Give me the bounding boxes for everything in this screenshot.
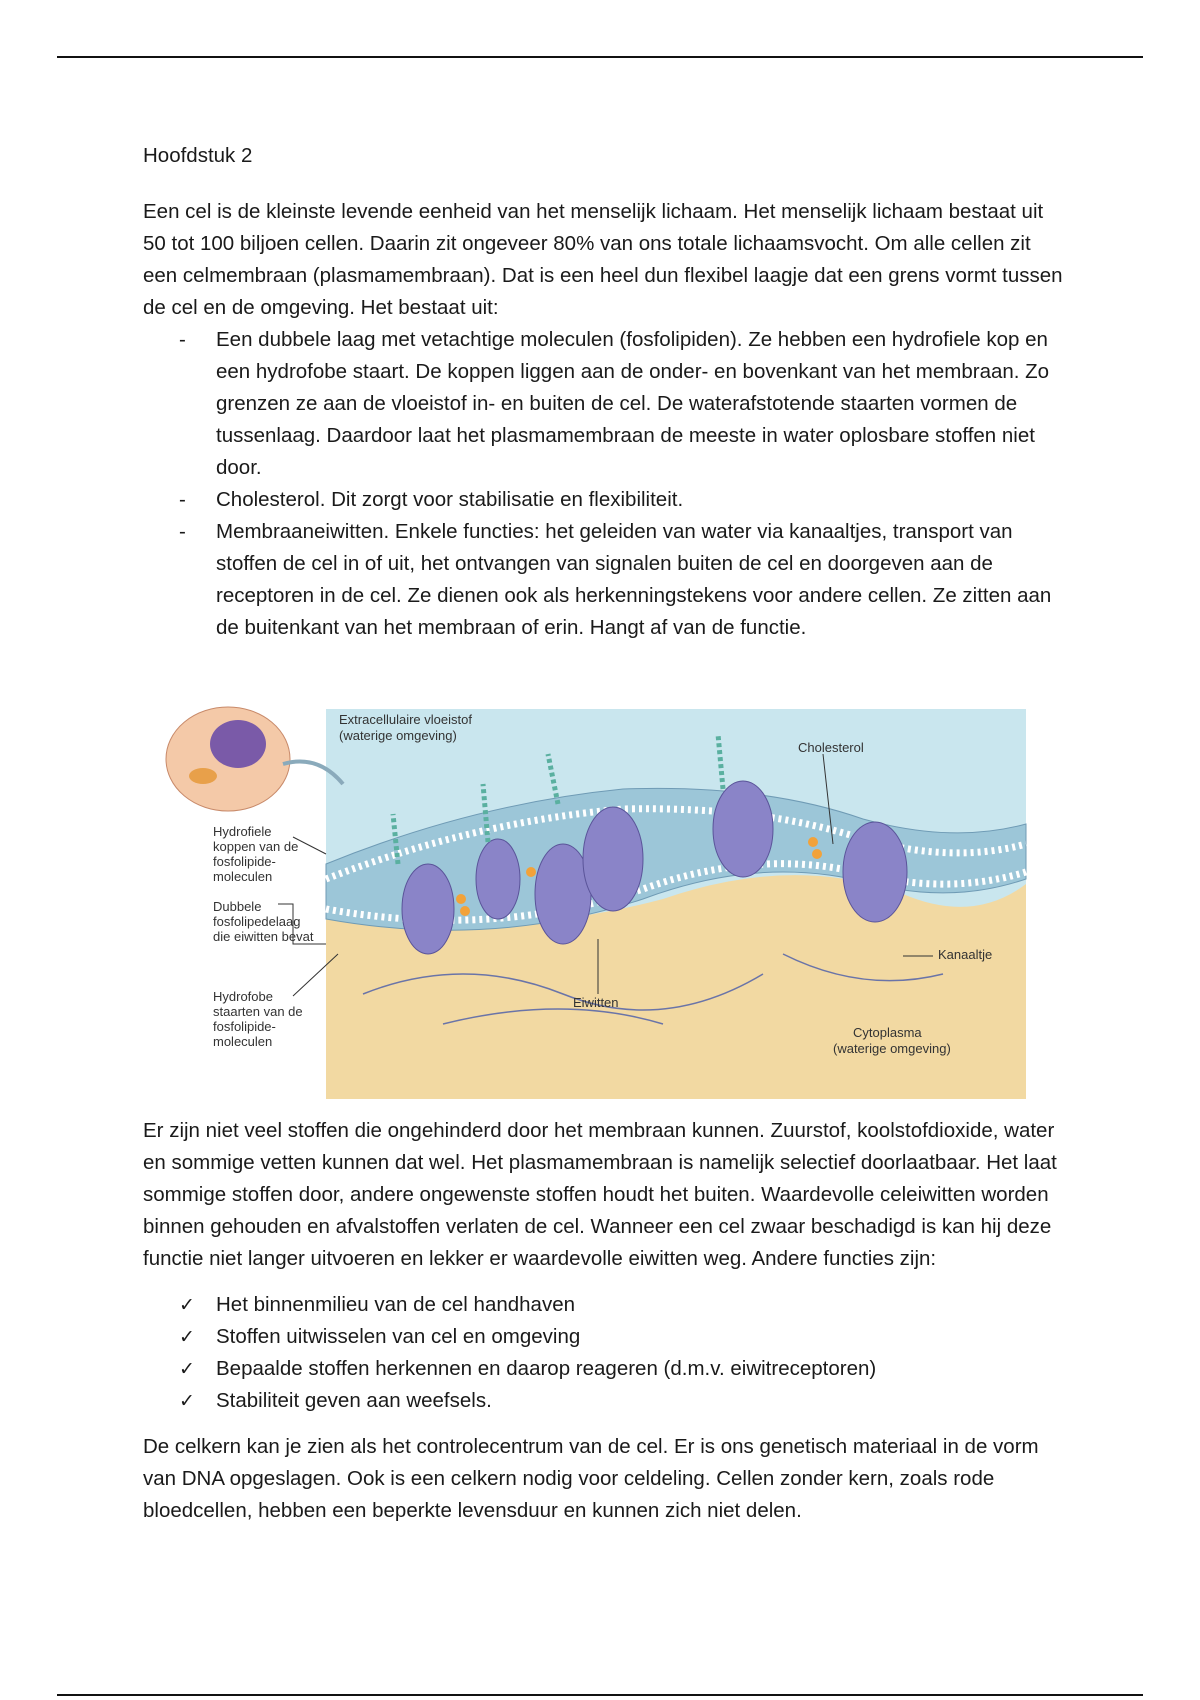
check-icon: ✓	[179, 1390, 195, 1412]
list-item-text: Membraaneiwitten. Enkele functies: het geleiden van water via kanaaltjes, transport van stoffen de cel in of uit, het ontvangen van signalen buiten de cel en doorgeven aan de receptoren in de cel. Ze dienen ook als herkenningstekens voor andere cellen. Ze zitten aan de buitenkant van het membraan of erin. Hangt af van de functie.	[216, 520, 1052, 639]
channel-protein	[843, 822, 907, 922]
check-icon: ✓	[179, 1358, 195, 1380]
dash-marker: -	[179, 488, 186, 511]
label-cytoplasm: Cytoplasma	[853, 1025, 922, 1040]
list-item-text: Stabiliteit geven aan weefsels.	[216, 1389, 492, 1412]
list-item-text: Cholesterol. Dit zorgt voor stabilisatie en flexibiliteit.	[216, 488, 684, 511]
list-item	[143, 1321, 1063, 1353]
cholesterol-molecule	[460, 906, 470, 916]
nucleus-inset	[210, 720, 266, 768]
list-item	[143, 1289, 1063, 1321]
cholesterol-molecule	[526, 867, 536, 877]
list-item-text: Stoffen uitwisselen van cel en omgeving	[216, 1325, 581, 1348]
dash-marker: -	[179, 328, 186, 351]
footer-rule	[57, 1694, 1143, 1696]
list-item	[143, 484, 1063, 516]
list-item	[143, 1385, 1063, 1417]
label-hydrophilic-heads: Hydrofiele koppen van de fosfolipide-moleculen	[213, 824, 299, 884]
membrane-protein	[476, 839, 520, 919]
list-item-text: Bepaalde stoffen herkennen en daarop reageren (d.m.v. eiwitreceptoren)	[216, 1357, 877, 1380]
functions-list	[143, 1289, 1063, 1417]
check-icon: ✓	[179, 1294, 195, 1316]
label-bilayer: Dubbele fosfolipedelaag die eiwitten bevat	[213, 899, 314, 944]
cell-membrane-figure	[143, 694, 1063, 1099]
label-extracellular-sub: (waterige omgeving)	[339, 728, 457, 743]
dash-marker: -	[179, 520, 186, 543]
label-channel: Kanaaltje	[938, 947, 993, 962]
membrane-components-list	[143, 324, 1063, 644]
header-rule	[57, 56, 1143, 58]
label-proteins: Eiwitten	[573, 995, 619, 1010]
chapter-heading: Hoofdstuk 2	[143, 144, 253, 167]
cholesterol-molecule	[812, 849, 822, 859]
membrane-protein	[713, 781, 773, 877]
intro-paragraph: Een cel is de kleinste levende eenheid van het menselijk lichaam. Het menselijk lichaam bestaat uit 50 tot 100 biljoen cellen. Daarin zit ongeveer 80% van ons totale lichaamsvocht. Om alle cellen zit een celmembraan (plasmamembraan). Dat is een heel dun flexibel laagje dat een grens vormt tussen de cel en de omgeving. Het bestaat uit:	[143, 200, 1063, 319]
organelle-inset	[189, 768, 217, 784]
list-item	[143, 1353, 1063, 1385]
label-cholesterol: Cholesterol	[798, 740, 864, 755]
cholesterol-molecule	[808, 837, 818, 847]
label-extracellular: Extracellulaire vloeistof	[339, 712, 472, 727]
list-item	[143, 324, 1063, 484]
list-item-text: Een dubbele laag met vetachtige moleculen (fosfolipiden). Ze hebben een hydrofiele kop en een hydrofobe staart. De koppen liggen aan de onder- en bovenkant van het membraan. Zo grenzen ze aan de vloeistof in- en buiten de cel. De waterafstotende staarten vormen de tussenlaag. Daardoor laat het plasmamembraan de meeste in water oplosbare stoffen niet door.	[216, 328, 1050, 479]
check-icon: ✓	[179, 1326, 195, 1348]
document-page	[143, 140, 1063, 1527]
cholesterol-molecule	[456, 894, 466, 904]
membrane-protein	[402, 864, 454, 954]
list-item	[143, 516, 1063, 644]
label-cytoplasm-sub: (waterige omgeving)	[833, 1041, 951, 1056]
list-item-text: Het binnenmilieu van de cel handhaven	[216, 1293, 576, 1316]
selective-paragraph: Er zijn niet veel stoffen die ongehinderd door het membraan kunnen. Zuurstof, koolstofdioxide, water en sommige vetten kunnen dat wel. Het plasmamembraan is namelijk selectief doorlaatbaar. Het laat sommige stoffen door, andere ongewenste stoffen houdt het buiten. Waardevolle celeiwitten worden binnen gehouden en afvalstoffen verlaten de cel. Wanneer een cel zwaar beschadigd is kan hij deze functie niet langer uitvoeren en lekker er waardevolle eiwitten weg. Andere functies zijn:	[143, 1119, 1057, 1270]
label-hydrophobic-tails: Hydrofobe staarten van de fosfolipide-moleculen	[213, 989, 303, 1049]
membrane-protein	[583, 807, 643, 911]
nucleus-paragraph: De celkern kan je zien als het controlecentrum van de cel. Er is ons genetisch materiaal in de vorm van DNA opgeslagen. Ook is een celkern nodig voor celdeling. Cellen zonder kern, zoals rode bloedcellen, hebben een beperkte levensduur en kunnen zich niet delen.	[143, 1435, 1039, 1522]
